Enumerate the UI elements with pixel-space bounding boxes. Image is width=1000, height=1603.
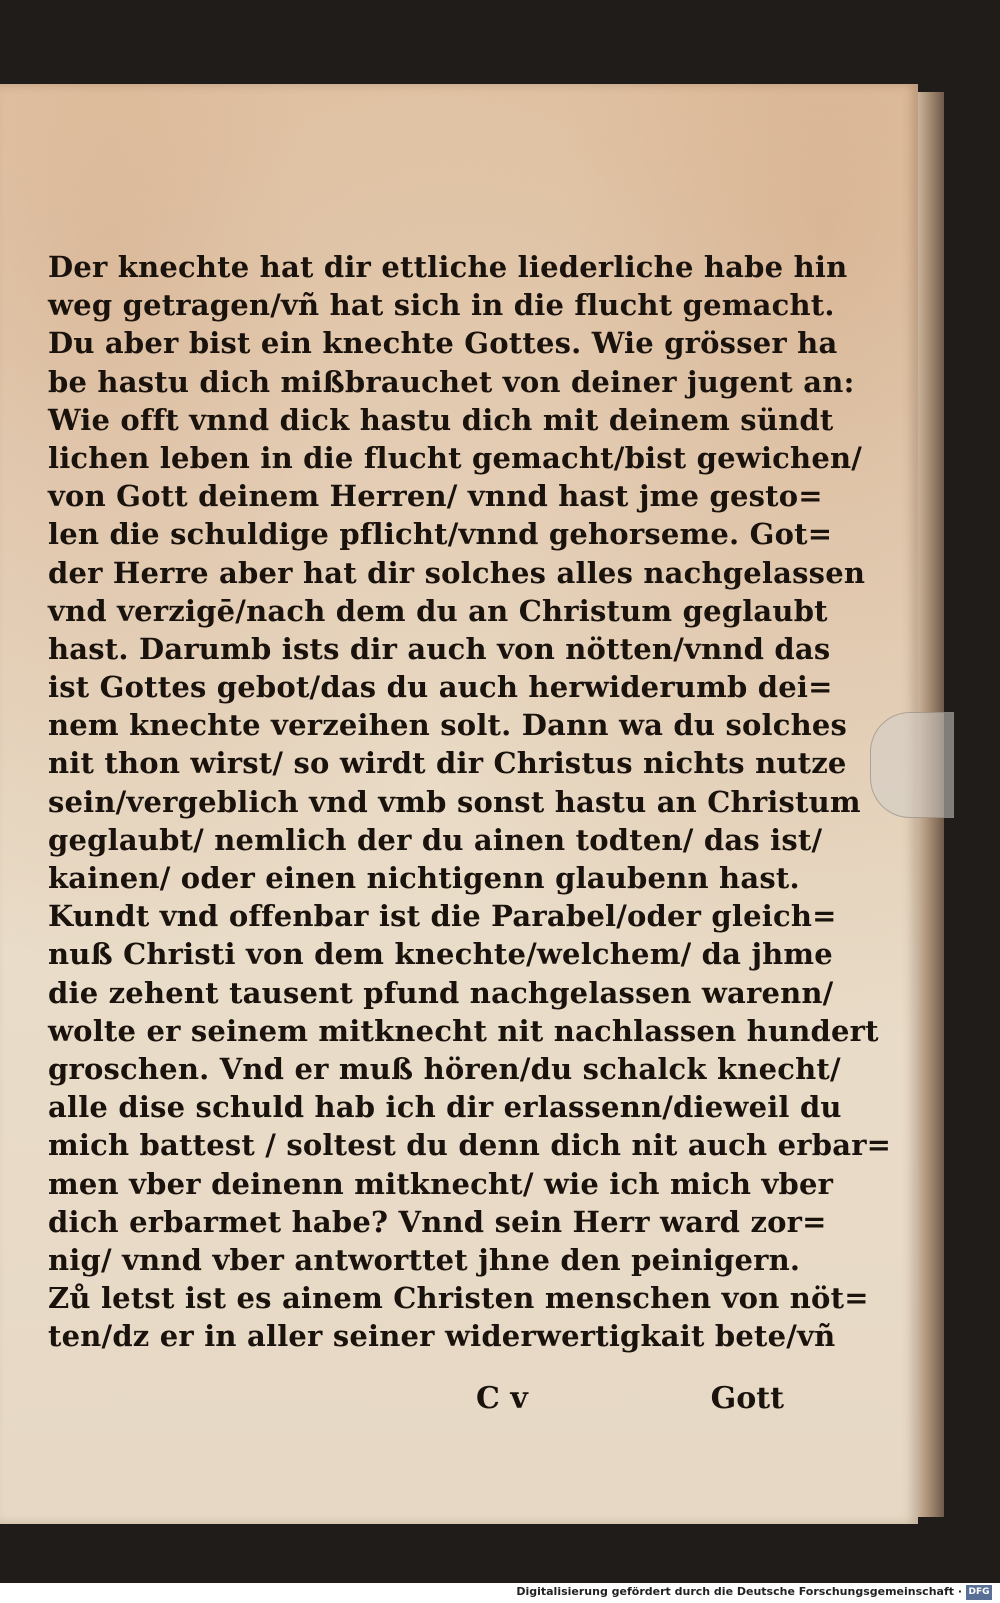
text-line: kainen/ oder einen nichtigenn glaubenn hast. (48, 861, 800, 895)
text-line: groschen. Vnd er muß hören/du schalck knecht/ (48, 1051, 841, 1086)
text-line: Du aber bist ein knechte Gottes. Wie grösser ha (48, 326, 838, 361)
text-line: geglaubt/ nemlich der du ainen todten/ das ist/ (48, 822, 823, 857)
text-line: Wie offt vnnd dick hastu dich mit deinem sündt (48, 402, 834, 437)
text-line: Zů letst ist es ainem Christen menschen von nöt= (48, 1281, 869, 1316)
text-line: weg getragen/vñ hat sich in die flucht gemacht. (48, 288, 835, 323)
text-line: men vber deinenn mitknecht/ wie ich mich vber (48, 1166, 834, 1201)
text-line: be hastu dich mißbrauchet von deiner jugent an: (48, 364, 855, 399)
text-line: nig/ vnnd vber antworttet jhne den peinigern. (48, 1242, 801, 1277)
text-line: ist Gottes gebot/das du auch herwiderumb dei= (48, 670, 833, 705)
text-line: von Gott deinem Herren/ vnnd hast jme gesto= (48, 479, 823, 514)
text-line: lichen leben in die flucht gemacht/bist gewichen/ (48, 440, 863, 475)
text-line: vnd verzigē/nach dem du an Christum geglaubt (48, 593, 828, 628)
text-line: der Herre aber hat dir solches alles nachgelassen (48, 555, 866, 590)
text-line: alle dise schuld hab ich dir erlassenn/dieweil du (48, 1090, 842, 1125)
funding-credit: Digitalisierung gefördert durch die Deutsche Forschungsgemeinschaft · (516, 1585, 962, 1598)
text-line: ten/dz er in aller seiner widerwertigkait bete/vñ (48, 1319, 836, 1354)
text-line: len die schuldige pflicht/vnnd gehorseme. Got= (48, 517, 833, 552)
text-line: wolte er seinem mitknecht nit nachlassen hundert (48, 1013, 879, 1048)
text-line: nem knechte verzeihen solt. Dann wa du solches (48, 708, 848, 743)
dfg-logo: DFG (966, 1585, 992, 1600)
digitization-footer (0, 1583, 1000, 1603)
text-line: hast. Darumb ists dir auch von nötten/vnnd das (48, 631, 831, 666)
text-line: Kundt vnd offenbar ist die Parabel/oder gleich= (48, 899, 837, 934)
book-page (0, 84, 918, 1524)
bookmark-tab (870, 712, 954, 818)
text-line: nit thon wirst/ so wirdt dir Christus nichts nutze (48, 746, 847, 781)
signature-mark: C v (476, 1381, 528, 1416)
text-line: die zehent tausent pfund nachgelassen warenn/ (48, 975, 834, 1010)
page-footer-marks (48, 1381, 784, 1425)
text-line: dich erbarmet habe? Vnnd sein Herr ward zor= (48, 1204, 827, 1239)
catchword: Gott (710, 1381, 784, 1416)
text-line: sein/vergeblich vnd vmb sonst hastu an Christum (48, 784, 861, 819)
page-text-block (48, 248, 892, 1355)
text-line: mich battest / soltest du denn dich nit auch erbar= (48, 1128, 892, 1163)
text-line: Der knechte hat dir ettliche liederliche habe hin (48, 250, 848, 284)
text-line: nuß Christi von dem knechte/welchem/ da jhme (48, 937, 833, 972)
